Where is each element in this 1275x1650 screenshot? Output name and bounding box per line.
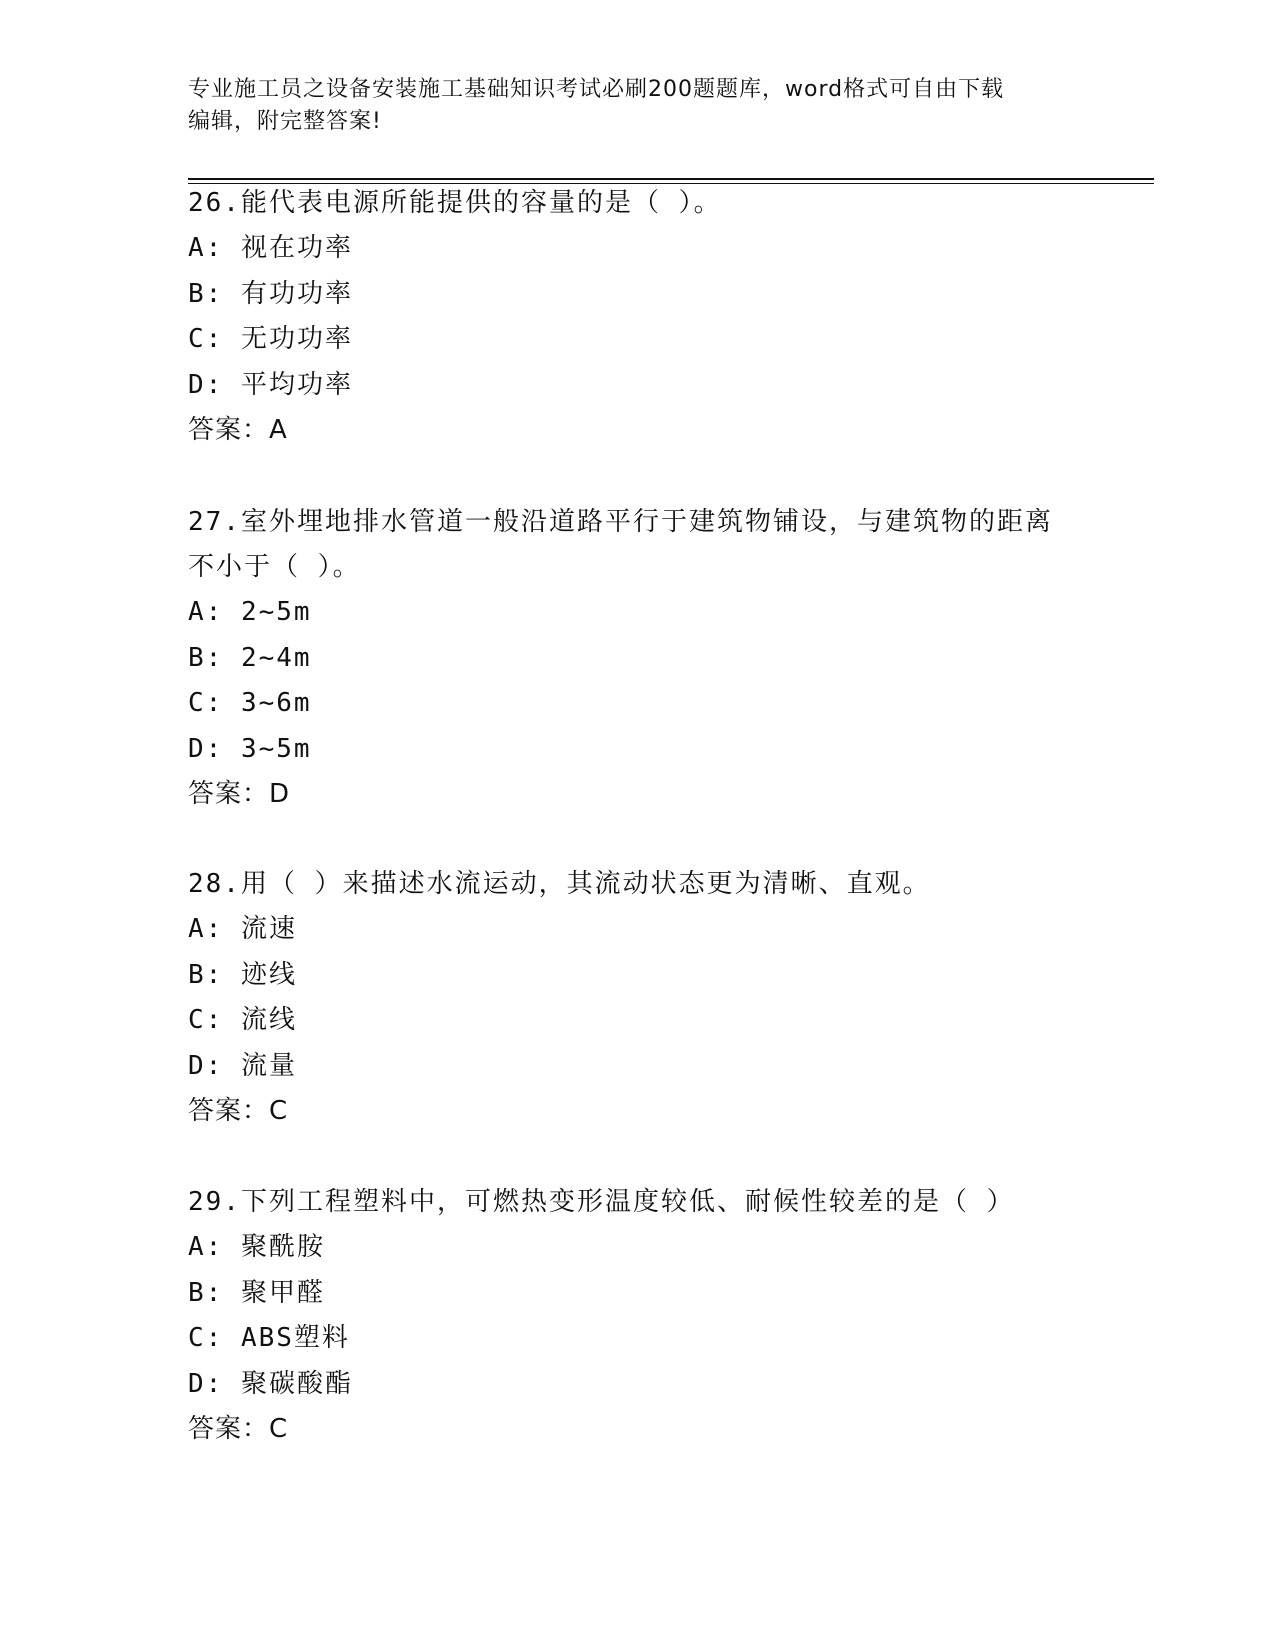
answer-label: 答案：C	[188, 1096, 289, 1126]
answer-label: 答案：A	[188, 415, 288, 445]
answer-label: 答案：C	[188, 1414, 289, 1444]
option-a: A: 视在功率	[188, 233, 353, 263]
question-26	[188, 181, 1088, 454]
question-27	[188, 500, 1088, 818]
header-title-line-1: 专业施工员之设备安装施工基础知识考试必刷200题题库，word格式可自由下载	[188, 77, 1005, 102]
option-c: C: 无功功率	[188, 324, 353, 354]
option-a: A: 聚酰胺	[188, 1232, 325, 1262]
header-title-line-2: 编辑，附完整答案!	[188, 109, 382, 134]
document-header	[188, 74, 1088, 138]
option-b: B: 迹线	[188, 959, 297, 990]
question-stem: 28.用（ ）来描述水流运动，其流动状态更为清晰、直观。	[188, 869, 931, 899]
question-stem: 29.下列工程塑料中，可燃热变形温度较低、耐候性较差的是（ ）	[188, 1187, 1015, 1217]
question-stem-line-1: 27.室外埋地排水管道一般沿道路平行于建筑物铺设，与建筑物的距离	[188, 507, 1053, 537]
option-c: C: 3~6m	[188, 688, 312, 718]
answer-label: 答案：D	[188, 779, 291, 809]
option-b: B: 有功功率	[188, 278, 353, 309]
option-d: D: 聚碳酸酯	[188, 1368, 353, 1399]
option-c: C: ABS塑料	[188, 1323, 350, 1353]
option-d: D: 平均功率	[188, 369, 353, 400]
option-c: C: 流线	[188, 1005, 297, 1035]
question-stem: 26.能代表电源所能提供的容量的是（ ）。	[188, 188, 722, 218]
option-a: A: 流速	[188, 914, 297, 944]
question-29	[188, 1180, 1088, 1453]
option-b: B: 2~4m	[188, 642, 312, 673]
option-d: D: 流量	[188, 1050, 297, 1081]
header-divider-thick	[188, 178, 1154, 180]
option-d: D: 3~5m	[188, 733, 312, 764]
question-28	[188, 862, 1088, 1135]
option-b: B: 聚甲醛	[188, 1277, 325, 1308]
question-stem-line-2: 不小于（ ）。	[188, 552, 361, 582]
option-a: A: 2~5m	[188, 597, 312, 627]
